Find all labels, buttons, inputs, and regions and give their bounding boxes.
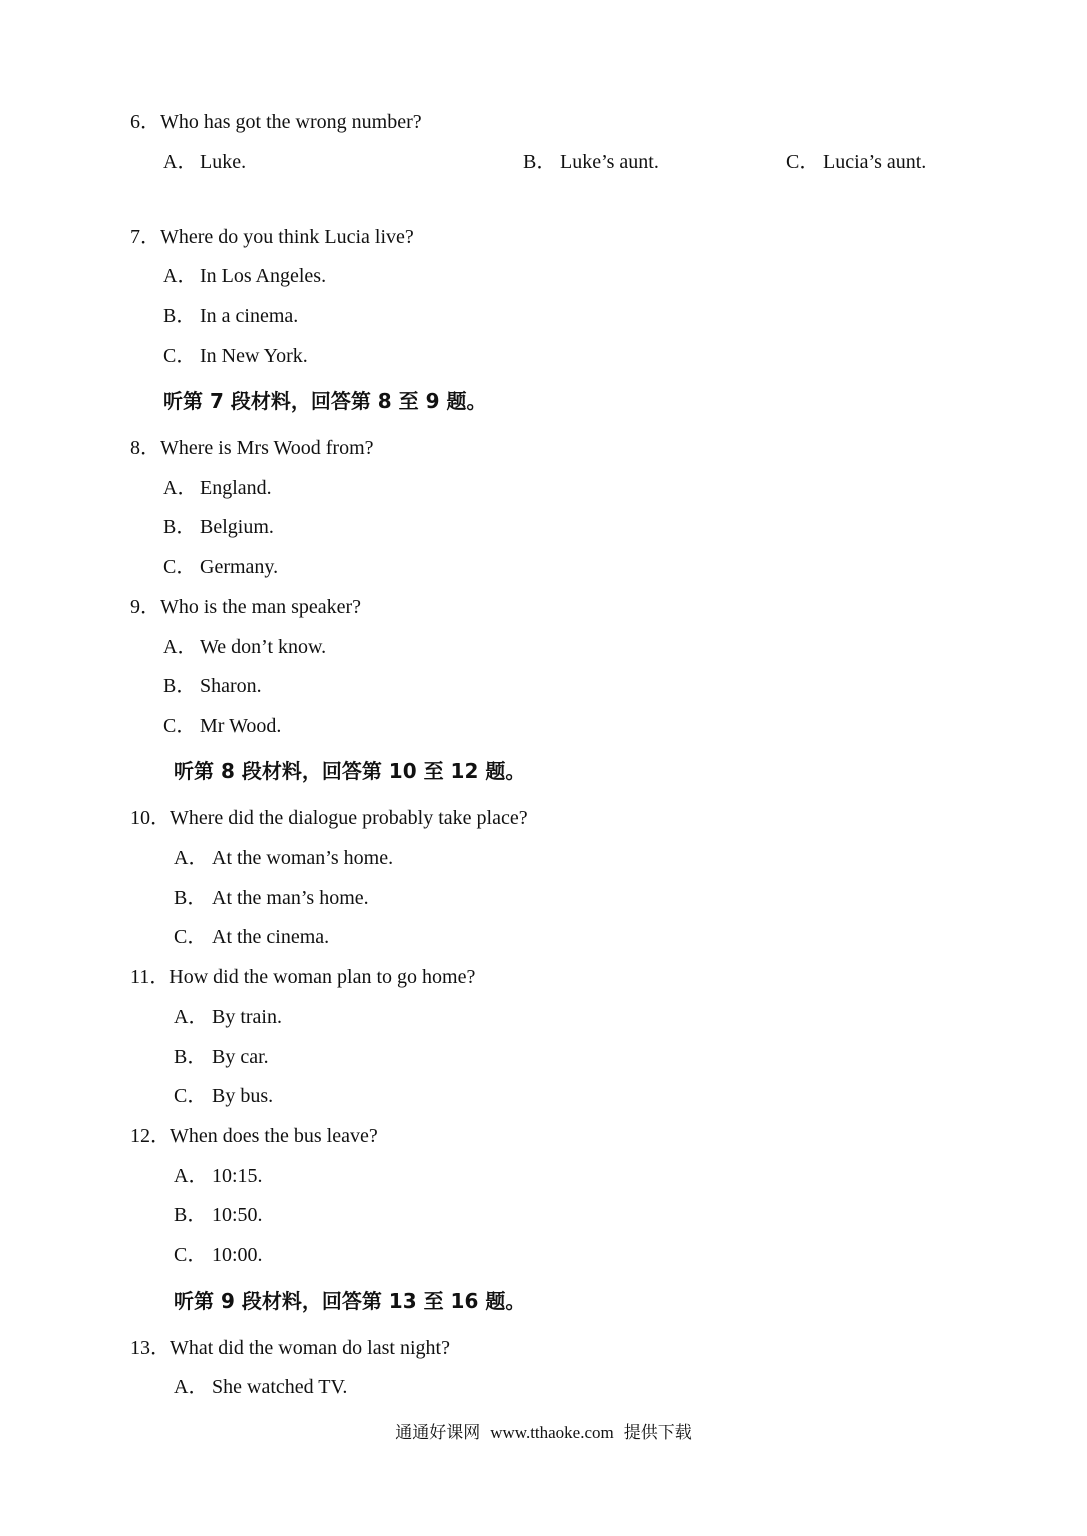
- section-heading-8: 听第 8 段材料，回答第 10 至 12 题。: [174, 759, 526, 783]
- option-10b: B． At the man’s home.: [174, 887, 369, 909]
- option-8a: A． England.: [163, 477, 272, 499]
- section-heading-9: 听第 9 段材料，回答第 13 至 16 题。: [174, 1289, 526, 1313]
- footer-prefix: 通通好课网: [395, 1423, 481, 1443]
- option-8b: B． Belgium.: [163, 516, 274, 538]
- section-heading-7: 听第 7 段材料，回答第 8 至 9 题。: [163, 389, 487, 413]
- option-10c: C． At the cinema.: [174, 926, 330, 948]
- option-11b: B． By car.: [174, 1046, 269, 1068]
- footer-suffix: 提供下载: [623, 1423, 692, 1443]
- option-9b: B． Sharon.: [163, 675, 262, 697]
- option-7a: A． In Los Angeles.: [163, 265, 327, 287]
- option-11c: C． By bus.: [174, 1085, 274, 1107]
- question-9: 9．Who is the man speaker?: [130, 596, 362, 618]
- question-13: 13．What did the woman do last night?: [130, 1337, 450, 1359]
- option-12c: C． 10:00.: [174, 1244, 263, 1266]
- question-10: 10．Where did the dialogue probably take place?: [130, 807, 528, 829]
- option-12a: A． 10:15.: [174, 1165, 263, 1187]
- question-8: 8．Where is Mrs Wood from?: [130, 437, 374, 459]
- question-6: 6．Who has got the wrong number?: [130, 111, 422, 133]
- option-6c: C． Lucia’s aunt.: [786, 151, 927, 173]
- option-10a: A． At the woman’s home.: [174, 847, 394, 869]
- option-11a: A． By train.: [174, 1006, 282, 1028]
- option-12b: B． 10:50.: [174, 1204, 263, 1226]
- option-8c: C． Germany.: [163, 556, 279, 578]
- option-7b: B． In a cinema.: [163, 305, 299, 327]
- footer-site-link[interactable]: www.tthaoke.com: [490, 1423, 614, 1442]
- option-7c: C． In New York.: [163, 345, 308, 367]
- question-7: 7．Where do you think Lucia live?: [130, 226, 414, 248]
- option-9a: A． We don’t know.: [163, 636, 327, 658]
- option-9c: C． Mr Wood.: [163, 715, 282, 737]
- option-13a: A． She watched TV.: [174, 1376, 348, 1398]
- option-6b: B． Luke’s aunt.: [523, 151, 659, 173]
- question-12: 12．When does the bus leave?: [130, 1125, 378, 1147]
- question-11: 11．How did the woman plan to go home?: [130, 966, 476, 988]
- page-footer: [0, 1418, 1087, 1443]
- option-6a: A． Luke.: [163, 151, 247, 173]
